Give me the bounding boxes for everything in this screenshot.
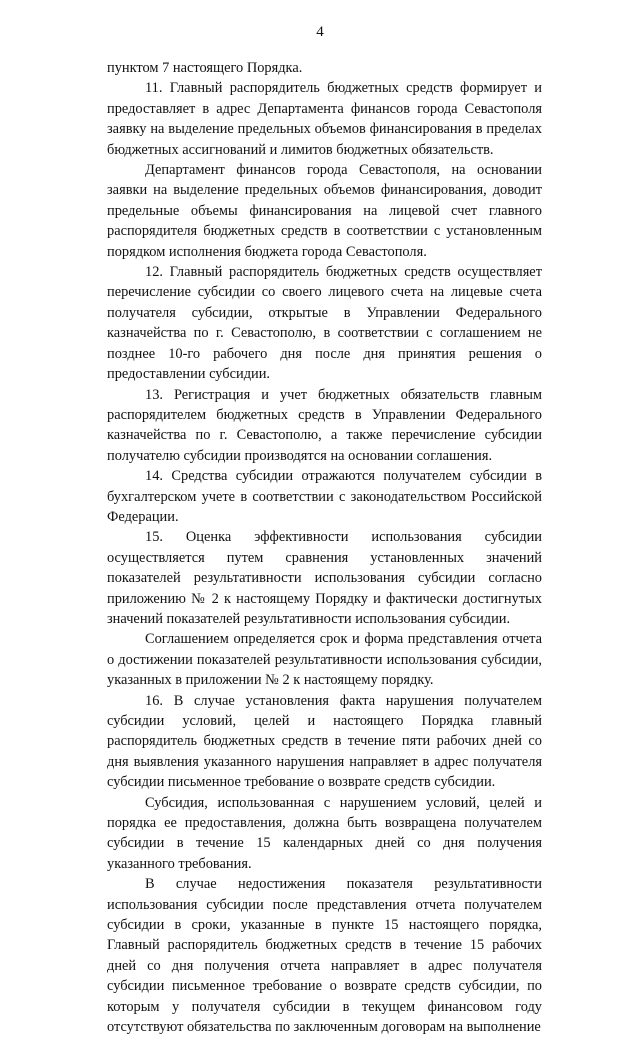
paragraph-item-15: 15. Оценка эффективности использования субсидии осуществляется путем сравнения установленных значений показателей результативности использования субсидии согласно приложению № 2 к настоящему Порядку и фактически достигнутых значений показателей результативности использования субсидии. [107,529,542,627]
paragraph-finance-department: Департамент финансов города Севастополя, на основании заявки на выделение предельных объемов финансирования, доводит предельные объемы финансирования на лицевой счет главного распорядителя бюджетных средств в соответствии с установленным порядком исполнения бюджета города Севастополя. [107,162,542,260]
paragraph-item-16: 16. В случае установления факта нарушения получателем субсидии условий, целей и настоящего Порядка главный распорядитель бюджетных средств в течение пяти рабочих дней со дня выявления указанного нарушения направляет в адрес получателя субсидии письменное требование о возврате средств субсидии. [107,692,542,791]
page-number: 4 [316,24,324,40]
paragraph-underachievement: В случае недостижения показателя результативности использования субсидии после представления отчета получателем субсидии в сроки, указанные в пункте 15 настоящего порядка, Главный распорядитель бюджетных средств в течение 15 рабочих дней со дня получения отчета направляет в адрес получателя субсидии письменное требование о возврате средств субсидии, по которым у получателя субсидии в текущем финансовом году отсутствуют обязательства по заключенным договорам на выполнение [107,876,542,1036]
document-body [107,58,542,1038]
paragraph-item-14: 14. Средства субсидии отражаются получателем субсидии в бухгалтерском учете в соответствии с законодательством Российской Федерации. [107,468,542,525]
paragraph-report-agreement: Соглашением определяется срок и форма представления отчета о достижении показателей результативности использования субсидии, указанных в приложении № 2 к настоящему порядку. [107,631,542,689]
paragraph-item-11: 11. Главный распорядитель бюджетных средств формирует и предоставляет в адрес Департамента финансов города Севастополя заявку на выделение предельных объемов финансирования в пределах бюджетных ассигнований и лимитов бюджетных обязательств. [107,80,542,158]
paragraph-item-13: 13. Регистрация и учет бюджетных обязательств главным распорядителем бюджетных средств в Управлении Федерального казначейства по г. Севастополю, а также перечисление субсидии получателю субсидии производятся на основании соглашения. [107,386,542,464]
paragraph-continuation: пунктом 7 настоящего Порядка. [107,60,303,76]
paragraph-item-12: 12. Главный распорядитель бюджетных средств осуществляет перечисление субсидии со своего лицевого счета на лицевые счета получателя субсидии, открытые в Управлении Федерального казначейства по г. Севастополю, в соответствии с соглашением не позднее 10-го рабочего дня после дня принятия решения о предоставлении субсидии. [107,264,542,383]
paragraph-subsidy-return: Субсидия, использованная с нарушением условий, целей и порядка ее предоставления, должна быть возвращена получателем субсидии в течение 15 календарных дней со дня получения указанного требования. [107,794,542,872]
